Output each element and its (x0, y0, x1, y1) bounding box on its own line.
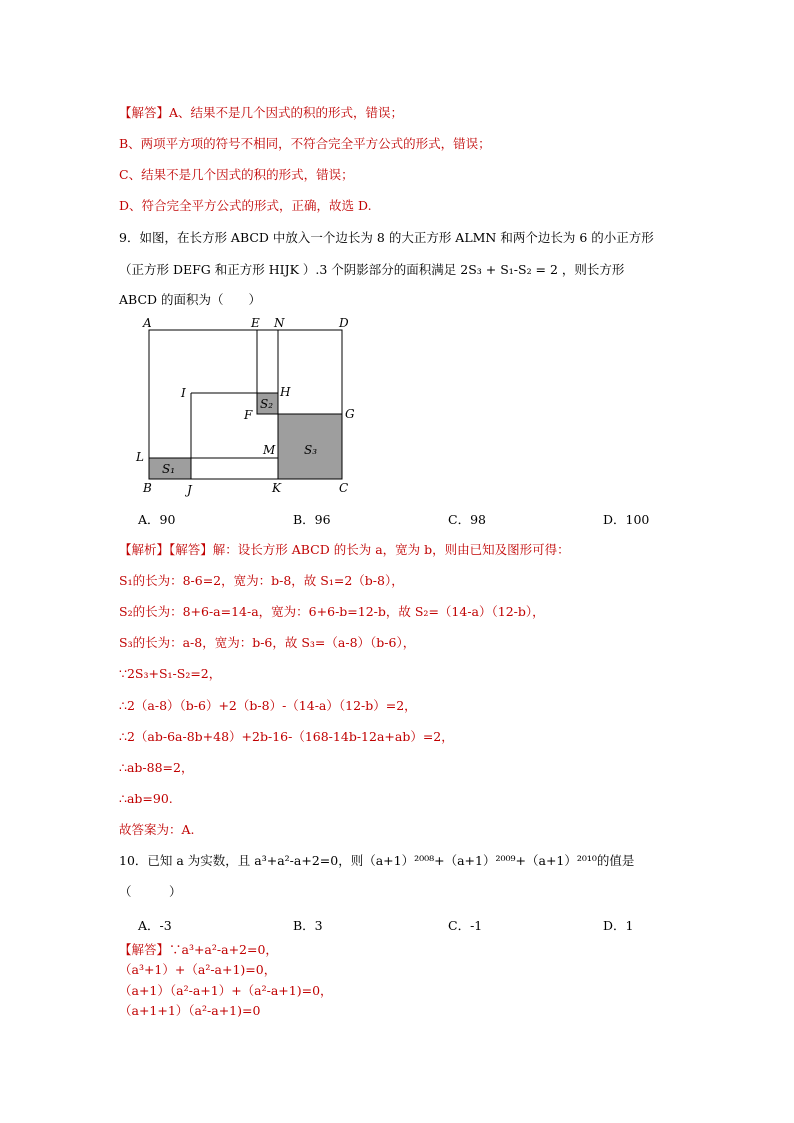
label-c: C (339, 481, 349, 495)
solution10-line3: （a+1）（a²-a+1）+（a²-a+1)=0， (119, 983, 333, 998)
solution9-line9: ∴ab=90. (119, 791, 173, 806)
solution9-line3: S₂的长为：8+6-a=14-a，宽为：6+6-b=12-b，故 S₂=（14-a）（12-b）， (119, 604, 545, 619)
label-b: B (143, 481, 152, 495)
solution9-line10: 故答案为：A. (119, 822, 195, 837)
solution10-line2: （a³+1）+（a²-a+1)=0， (119, 962, 277, 977)
q10-option-b[interactable]: B．3 (293, 918, 323, 933)
solution9-line4: S₃的长为：a-8，宽为：b-6，故 S₃=（a-8）（b-6）， (119, 635, 416, 650)
label-s2: S₂ (260, 397, 274, 411)
solution9-line6: ∴2（a-8）（b-6）+2（b-8）-（14-a）（12-b）=2， (119, 698, 417, 713)
question10-line2: （ ） (119, 884, 182, 899)
label-d: D (339, 316, 349, 330)
label-i: I (181, 386, 186, 400)
label-s3: S₃ (304, 443, 318, 457)
label-g: G (345, 407, 355, 421)
solution10-line4: （a+1+1）（a²-a+1)=0 (119, 1003, 261, 1018)
label-a: A (143, 316, 152, 330)
label-l: L (136, 450, 144, 464)
q10-option-a[interactable]: A．-3 (138, 918, 172, 933)
question9-line2: （正方形 DEFG 和正方形 HIJK ）.3 个阴影部分的面积满足 2S₃ + S₁-S₂ = 2 ，则长方形 (119, 262, 625, 277)
q9-option-c[interactable]: C．98 (448, 512, 486, 527)
rectangle-figure (130, 312, 370, 500)
q9-option-a[interactable]: A．90 (138, 512, 176, 527)
label-s1: S₁ (162, 462, 176, 476)
label-e: E (251, 316, 260, 330)
answer8-line1: 【解答】A、结果不是几个因式的积的形式，错误； (119, 105, 404, 120)
label-f: F (244, 408, 253, 422)
q10-option-c[interactable]: C．-1 (448, 918, 483, 933)
question9-line3: ABCD 的面积为（ ） (119, 292, 262, 307)
answer8-line4: D、符合完全平方公式的形式，正确，故选 D. (119, 198, 372, 213)
solution9-line5: ∵2S₃+S₁-S₂=2， (119, 666, 222, 681)
solution9-line1: 【解析】【解答】解：设长方形 ABCD 的长为 a，宽为 b，则由已知及图形可得： (119, 542, 570, 557)
label-k: K (272, 481, 281, 495)
label-m: M (263, 443, 276, 457)
label-n: N (274, 316, 285, 330)
answer8-line2: B、两项平方项的符号不相同，不符合完全平方公式的形式，错误； (119, 136, 491, 151)
solution9-line8: ∴ab-88=2， (119, 760, 194, 775)
solution9-line7: ∴2（ab-6a-8b+48）+2b-16-（168-14b-12a+ab）=2， (119, 729, 454, 744)
q10-option-d[interactable]: D．1 (603, 918, 634, 933)
q9-option-b[interactable]: B．96 (293, 512, 331, 527)
q9-option-d[interactable]: D．100 (603, 512, 650, 527)
label-j: J (187, 483, 192, 497)
answer8-line3: C、结果不是几个因式的积的形式，错误； (119, 167, 354, 182)
solution10-line1: 【解答】∵a³+a²-a+2=0， (119, 942, 278, 957)
label-h: H (280, 385, 291, 399)
question10-line1: 10．已知 a 为实数，且 a³+a²-a+2=0，则（a+1）²⁰⁰⁸+（a+1）²⁰⁰⁹+（a+1）²⁰¹⁰的值是 (119, 853, 635, 868)
solution9-line2: S₁的长为：8-6=2，宽为：b-8，故 S₁=2（b-8）， (119, 573, 404, 588)
question9-line1: 9．如图，在长方形 ABCD 中放入一个边长为 8 的大正方形 ALMN 和两个边长为 6 的小正方形 (119, 230, 654, 245)
